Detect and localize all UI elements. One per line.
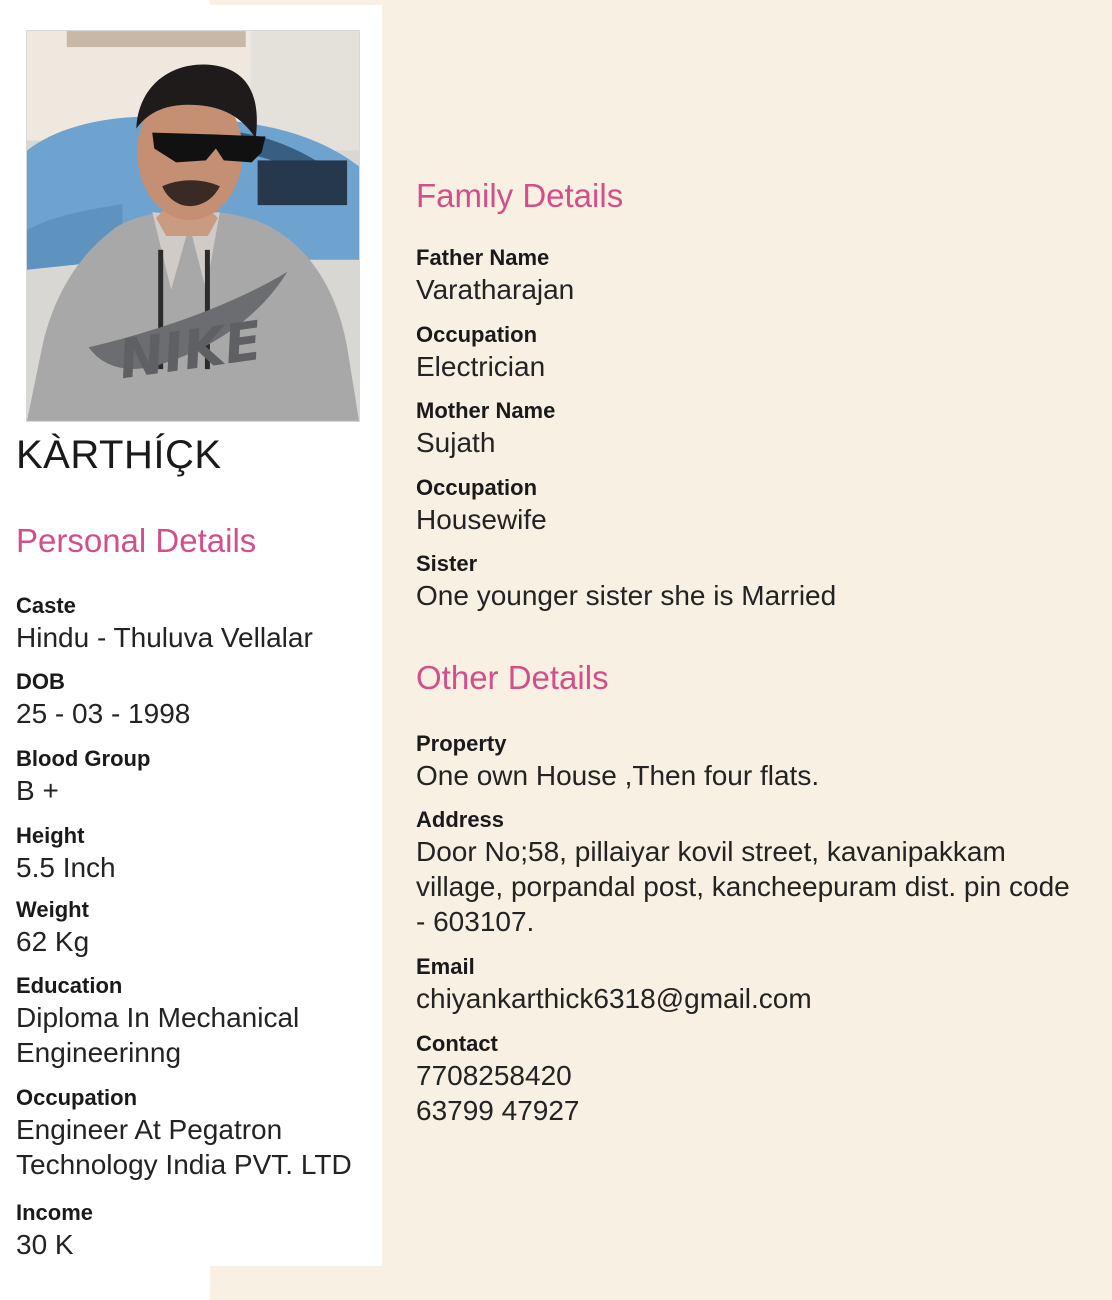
personal-field-height: [16, 822, 376, 885]
personal-label-dob: DOB: [16, 669, 65, 694]
other-details-title: Other Details: [416, 659, 609, 696]
personal-field-income: [16, 1199, 376, 1262]
personal-label-occupation: Occupation: [16, 1085, 138, 1110]
other-value-contact: 7708258420 63799 47927: [416, 1060, 580, 1126]
personal-field-caste: [16, 592, 376, 655]
family-value-father-occupation: Electrician: [416, 351, 546, 382]
other-field-email: [416, 953, 1100, 1016]
family-value-mother-occupation: Housewife: [416, 504, 547, 535]
other-label-address: Address: [416, 807, 505, 832]
other-label-property: Property: [416, 731, 507, 756]
other-field-property: [416, 730, 1100, 793]
other-field-address: [416, 806, 1100, 939]
personal-label-education: Education: [16, 973, 123, 998]
family-label-sister: Sister: [416, 551, 478, 576]
personal-label-height: Height: [16, 823, 85, 848]
family-label-mother-occupation: Occupation: [416, 475, 538, 500]
other-value-email: chiyankarthick6318@gmail.com: [416, 983, 812, 1014]
family-field-mother-occupation: [416, 474, 1100, 537]
family-label-father-name: Father Name: [416, 245, 550, 270]
personal-label-income: Income: [16, 1200, 94, 1225]
other-label-contact: Contact: [416, 1031, 498, 1056]
family-field-father-occupation: [416, 321, 1100, 384]
family-value-father-name: Varatharajan: [416, 274, 575, 305]
profile-name: KÀRTHÍÇK: [16, 433, 222, 477]
personal-field-education: [16, 972, 376, 1070]
family-label-father-occupation: Occupation: [416, 322, 538, 347]
personal-value-education: Diploma In Mechanical Engineerinng: [16, 1002, 300, 1068]
family-value-mother-name: Sujath: [416, 427, 496, 458]
other-label-email: Email: [416, 954, 475, 979]
family-field-sister: [416, 550, 1100, 613]
family-field-mother-name: [416, 397, 1100, 460]
profile-photo: [26, 30, 360, 422]
personal-field-weight: [16, 896, 376, 959]
personal-label-caste: Caste: [16, 593, 76, 618]
other-field-contact: [416, 1030, 1100, 1128]
personal-field-dob: [16, 668, 376, 731]
personal-value-height: 5.5 Inch: [16, 852, 116, 883]
family-field-father-name: [416, 244, 1100, 307]
other-value-address: Door No;58, pillaiyar kovil street, kavanipakkam village, porpandal post, kancheepuram dist. pin code - 603107.: [416, 836, 1070, 937]
family-label-mother-name: Mother Name: [416, 398, 556, 423]
hoodie-logo-text: NIKE: [114, 308, 266, 392]
personal-details-title: Personal Details: [16, 522, 257, 559]
personal-field-blood-group: [16, 745, 376, 808]
personal-value-blood-group: B +: [16, 775, 59, 806]
personal-field-occupation: [16, 1084, 376, 1182]
personal-value-dob: 25 - 03 - 1998: [16, 698, 191, 729]
personal-value-income: 30 K: [16, 1229, 74, 1260]
profile-photo-illustration: [27, 31, 359, 421]
personal-value-caste: Hindu - Thuluva Vellalar: [16, 622, 313, 653]
personal-label-weight: Weight: [16, 897, 89, 922]
other-value-property: One own House ,Then four flats.: [416, 760, 820, 791]
personal-label-blood-group: Blood Group: [16, 746, 151, 771]
personal-value-occupation: Engineer At Pegatron Technology India PVT. LTD: [16, 1114, 352, 1180]
personal-value-weight: 62 Kg: [16, 926, 90, 957]
family-details-title: Family Details: [416, 177, 624, 214]
family-value-sister: One younger sister she is Married: [416, 580, 837, 611]
